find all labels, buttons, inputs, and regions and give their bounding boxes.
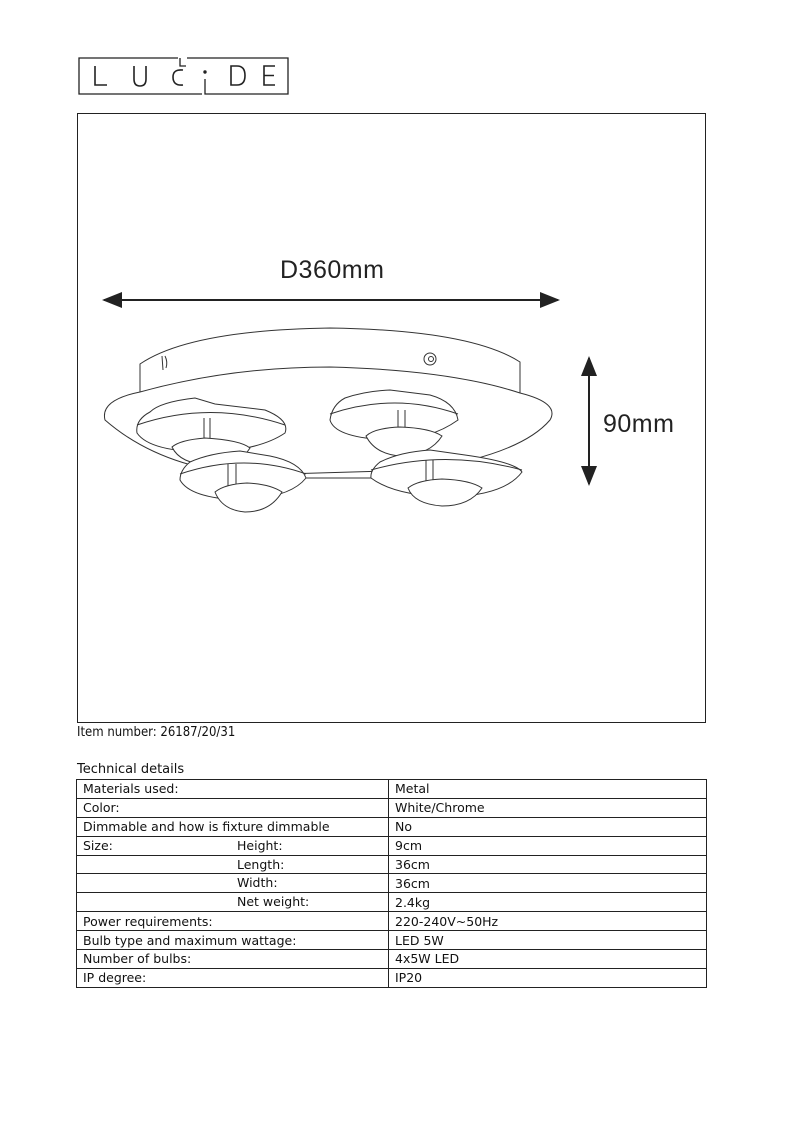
height-label: 90mm <box>603 410 675 438</box>
spec-label-net-weight <box>77 893 389 912</box>
spec-value: 36cm <box>389 874 707 893</box>
table-row <box>77 798 707 817</box>
spec-label: Number of bulbs: <box>77 950 389 969</box>
item-number: Item number: 26187/20/31 <box>77 725 236 740</box>
table-row <box>77 817 707 836</box>
spec-value: 4x5W LED <box>389 950 707 969</box>
diameter-label: D360mm <box>280 256 385 284</box>
table-row <box>77 950 707 969</box>
spec-label-length <box>77 855 389 874</box>
spec-label: Bulb type and maximum wattage: <box>77 931 389 950</box>
technical-details-table <box>76 779 707 988</box>
table-row <box>77 874 707 893</box>
table-row <box>77 968 707 987</box>
table-row <box>77 780 707 799</box>
spec-sub-label: Length: <box>237 856 285 872</box>
spec-label: Power requirements: <box>77 912 389 931</box>
spec-label-width <box>77 874 389 893</box>
spec-sub-label: Height: <box>237 837 283 853</box>
spec-value: 220-240V~50Hz <box>389 912 707 931</box>
spec-value: White/Chrome <box>389 798 707 817</box>
table-row <box>77 855 707 874</box>
spec-value: IP20 <box>389 968 707 987</box>
spec-value: 36cm <box>389 855 707 874</box>
spec-label: Materials used: <box>77 780 389 799</box>
spec-label-size <box>77 836 389 855</box>
spec-label: Dimmable and how is fixture dimmable <box>77 817 389 836</box>
table-row <box>77 912 707 931</box>
table-row <box>77 836 707 855</box>
spec-sub-label: Width: <box>237 875 278 891</box>
table-row <box>77 931 707 950</box>
spec-label: IP degree: <box>77 968 389 987</box>
spec-value: Metal <box>389 780 707 799</box>
spec-label: Color: <box>77 798 389 817</box>
spec-value: 2.4kg <box>389 893 707 912</box>
spec-label: Size: <box>83 838 113 854</box>
spec-value: No <box>389 817 707 836</box>
technical-details-title: Technical details <box>77 762 185 777</box>
spec-sub-label: Net weight: <box>237 894 310 910</box>
spec-value: LED 5W <box>389 931 707 950</box>
table-row <box>77 893 707 912</box>
spec-value: 9cm <box>389 836 707 855</box>
